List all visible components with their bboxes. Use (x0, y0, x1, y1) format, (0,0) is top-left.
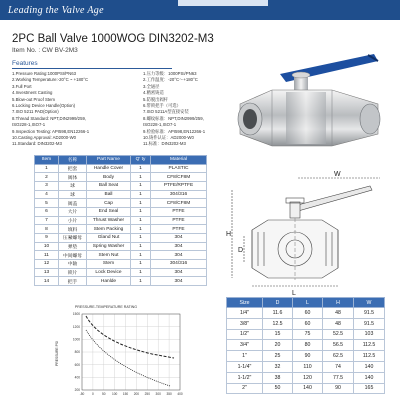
feature-item: ISO228-1,ISO7-1 (12, 122, 46, 128)
parts-row (35, 173, 207, 182)
dims-row-cell: 38 (263, 372, 293, 383)
chart-x-tick: 0 (91, 392, 94, 396)
parts-row-cell: End Seal (87, 207, 131, 216)
dims-row-cell: 60 (293, 308, 323, 319)
product-title: 2PC Ball Valve 1000WOG DIN3202-M3 (12, 33, 214, 45)
dims-row-cell: 32 (263, 361, 293, 372)
parts-row-cell: Lock Device (87, 268, 131, 277)
parts-row-cell: 把套 (59, 164, 87, 173)
features-divider (12, 68, 172, 69)
chart-x-tick: 300 (155, 392, 161, 396)
parts-row (35, 260, 207, 269)
parts-row-cell: Handle Cover (87, 164, 131, 173)
feature-item: 7.ISO 5211 PAD(Option) (12, 109, 59, 115)
drawing-label-w: W (334, 171, 341, 178)
chart-y-label: PRESSURE PSI (55, 340, 59, 366)
parts-row-cell: 11 (35, 251, 59, 260)
feature-item: 6.带锁把手（可选） (143, 102, 181, 108)
parts-row (35, 268, 207, 277)
features-heading: Features (12, 60, 38, 67)
valve-product-photo (228, 46, 396, 154)
parts-row-cell: Cap (87, 199, 131, 208)
features-list-chinese (143, 71, 225, 148)
parts-row-cell: 中轴 (59, 260, 87, 269)
chart-x-tick: 150 (122, 392, 129, 396)
dims-row-cell: 112.5 (354, 340, 385, 351)
dims-row (227, 361, 385, 372)
parts-row-cell: 8 (35, 225, 59, 234)
dims-row (227, 383, 385, 394)
dims-row-cell: 25 (263, 351, 293, 362)
parts-table (34, 155, 207, 286)
feature-item: 10.Casting Approval: AD2000-W0 (12, 134, 77, 140)
feature-item: 2.工作温度：-20°C～+180°C (143, 77, 198, 83)
parts-row-cell: 1 (131, 199, 151, 208)
dims-row (227, 308, 385, 319)
chart-x-tick: 100 (112, 392, 118, 396)
feature-item: 6.Locking Device Handle(Option) (12, 102, 76, 108)
parts-row-cell: 13 (35, 268, 59, 277)
parts-row-cell: PTFE (151, 207, 207, 216)
dims-row-cell: 1/2" (227, 329, 263, 340)
dims-row-cell: 60 (293, 318, 323, 329)
dims-header-cell: W (354, 298, 385, 308)
chart-y-tick: 400 (74, 375, 80, 380)
parts-row (35, 199, 207, 208)
parts-row (35, 242, 207, 251)
feature-item: 4.Investment Casting (12, 90, 53, 96)
parts-row-cell: 球 (59, 181, 87, 190)
feature-item: 8.Thread Standard: NPT,DIN2999/259, (12, 115, 87, 121)
parts-row-cell: 1 (131, 216, 151, 225)
header-bar (0, 0, 400, 20)
dims-row-cell: 90 (323, 383, 354, 394)
parts-row-cell: 1 (131, 242, 151, 251)
parts-row-cell: 2 (35, 173, 59, 182)
dims-row-cell: 15 (263, 329, 293, 340)
chart-x-tick: -50 (79, 392, 85, 396)
dims-header-cell: Size (227, 298, 263, 308)
parts-row (35, 190, 207, 199)
parts-row-cell: 12 (35, 260, 59, 269)
dims-row-cell: 90 (293, 351, 323, 362)
parts-row-cell: 304 (151, 234, 207, 243)
parts-header-cell: 名称 (59, 156, 87, 165)
dims-row-cell: 1-1/2" (227, 372, 263, 383)
brand-tagline: Leading the Valve Age (8, 5, 104, 16)
parts-row-cell: CF8/CF8M (151, 173, 207, 182)
feature-item: 3.Full Port (12, 83, 32, 89)
logo-strip (178, 0, 268, 6)
dims-row-cell: 48 (323, 308, 354, 319)
parts-row (35, 234, 207, 243)
parts-header-row (35, 156, 207, 165)
parts-row-cell: 10 (35, 242, 59, 251)
chart-y-tick: 1000 (72, 337, 80, 342)
chart-x-tick: 400 (177, 392, 183, 396)
parts-row-cell: 压紧螺母 (59, 234, 87, 243)
dims-row-cell: 3/4" (227, 340, 263, 351)
feature-item: 11.标准：DIN3202-M3 (143, 141, 186, 147)
parts-row-cell: 阀体 (59, 173, 87, 182)
parts-row-cell: 1 (131, 164, 151, 173)
parts-row-cell: 14 (35, 277, 59, 286)
parts-row-cell: 弹垫 (59, 242, 87, 251)
dims-row-cell: 140 (354, 361, 385, 372)
parts-row (35, 277, 207, 286)
dims-row-cell: 120 (293, 372, 323, 383)
feature-item: 5.Blow-out Proof Stem (12, 96, 55, 102)
feature-item: 7.ISO 5211A型直接安装 (143, 109, 189, 115)
dims-row-cell: 48 (323, 318, 354, 329)
parts-row-cell: 1 (131, 181, 151, 190)
parts-row-cell: 304 (151, 277, 207, 286)
dims-row-cell: 62.5 (323, 351, 354, 362)
parts-row-cell: 1 (131, 190, 151, 199)
dims-row-cell: 1-1/4" (227, 361, 263, 372)
parts-row-cell: 1 (131, 277, 151, 286)
parts-row-cell: Gland Nut (87, 234, 131, 243)
dims-header-cell: H (323, 298, 354, 308)
parts-row-cell: 球 (59, 190, 87, 199)
parts-header-cell: Material (151, 156, 207, 165)
chart-y-tick: 1200 (72, 324, 80, 329)
parts-row (35, 251, 207, 260)
dims-row-cell: 3/8" (227, 318, 263, 329)
parts-row-cell: 填料 (59, 225, 87, 234)
dims-row-cell: 140 (354, 372, 385, 383)
feature-item: 11.Standard: DIN3202-M3 (12, 141, 62, 147)
dims-row-cell: 2" (227, 383, 263, 394)
parts-row-cell: 9 (35, 234, 59, 243)
dims-row-cell: 91.5 (354, 318, 385, 329)
parts-row-cell: 1 (131, 173, 151, 182)
feature-item: 4.精密铸造 (143, 90, 164, 96)
features-list-english (12, 71, 140, 148)
parts-row-cell: 中间螺母 (59, 251, 87, 260)
chart-curve-ptfe (86, 316, 174, 358)
feature-item: 9.检验标准：API598,EN12266-1 (143, 128, 206, 134)
feature-item: 1.Pressure Rating:1000PSI/PN63 (12, 71, 77, 76)
dims-header-cell: D (263, 298, 293, 308)
parts-row-cell: 304 (151, 242, 207, 251)
dims-row-cell: 80 (293, 340, 323, 351)
dims-row-cell: 112.5 (354, 351, 385, 362)
parts-row-cell: 1 (131, 268, 151, 277)
parts-row-cell: 1 (131, 251, 151, 260)
parts-header-cell: Item (35, 156, 59, 165)
feature-item: 2.Working Temperature:-20°C ~ +180°C (12, 77, 89, 83)
parts-row-cell: 小片 (59, 216, 87, 225)
feature-item: 3.全通径 (143, 83, 160, 89)
parts-row-cell: 304 (151, 251, 207, 260)
dimensions-table (226, 297, 385, 394)
dims-row (227, 318, 385, 329)
parts-row-cell: CF8/CF8M (151, 199, 207, 208)
parts-row-cell: 304/316 (151, 190, 207, 199)
parts-row-cell: PTFE (151, 216, 207, 225)
dims-row-cell: 140 (293, 383, 323, 394)
parts-row-cell: Thrust Washer (87, 216, 131, 225)
dims-row-cell: 1" (227, 351, 263, 362)
parts-row-cell: 3 (35, 181, 59, 190)
feature-item: 8.螺纹标准：NPT,DIN2999/259, (143, 115, 204, 121)
dims-row-cell: 91.5 (354, 308, 385, 319)
parts-row-cell: 6 (35, 207, 59, 216)
parts-row-cell: 304 (151, 268, 207, 277)
dims-row-cell: 20 (263, 340, 293, 351)
dims-row-cell: 165 (354, 383, 385, 394)
drawing-label-l: L (292, 290, 296, 297)
drawing-label-h: H (226, 231, 232, 238)
parts-row-cell: Stem Nut (87, 251, 131, 260)
dims-row (227, 329, 385, 340)
dims-row-cell: 75 (293, 329, 323, 340)
dims-row (227, 372, 385, 383)
chart-y-tick: 600 (74, 362, 80, 367)
parts-row-cell: Body (87, 173, 131, 182)
parts-row (35, 207, 207, 216)
parts-row-cell: Stem (87, 260, 131, 269)
parts-row-cell: 4 (35, 190, 59, 199)
parts-header-cell: Q' ty (131, 156, 151, 165)
parts-row-cell: Ball (87, 190, 131, 199)
dims-row-cell: 110 (293, 361, 323, 372)
parts-row (35, 225, 207, 234)
parts-row-cell: 大片 (59, 207, 87, 216)
feature-item: 1.压力等级：1000PSI/PN63 (143, 71, 197, 76)
parts-row (35, 164, 207, 173)
valve-dimension-drawing (212, 168, 392, 300)
dims-row (227, 340, 385, 351)
dims-row-cell: 74 (323, 361, 354, 372)
dims-row-cell: 12.5 (263, 318, 293, 329)
chart-title: PRESSURE-TEMPERATURE RATING (74, 305, 138, 309)
parts-row-cell: Spring Washer (87, 242, 131, 251)
parts-row-cell: 1 (131, 225, 151, 234)
dims-row (227, 351, 385, 362)
parts-row-cell: 5 (35, 199, 59, 208)
parts-row-cell: 1 (131, 207, 151, 216)
parts-row-cell: 锁片 (59, 268, 87, 277)
dims-header-cell: L (293, 298, 323, 308)
parts-row-cell: Ball Seat (87, 181, 131, 190)
feature-item: 9.Inspection Testing: API598,EN12266-1 (12, 128, 90, 134)
dims-row-cell: 11.6 (263, 308, 293, 319)
parts-row (35, 216, 207, 225)
chart-x-tick: 350 (166, 392, 172, 396)
parts-row-cell: 7 (35, 216, 59, 225)
dims-header-row (227, 298, 385, 308)
chart-y-tick: 1500 (72, 312, 80, 317)
parts-row-cell: 304/316 (151, 260, 207, 269)
parts-row-cell: 1 (131, 234, 151, 243)
parts-row-cell: PTFE (151, 225, 207, 234)
parts-header-cell: Part Name (87, 156, 131, 165)
dims-row-cell: 50 (263, 383, 293, 394)
parts-row-cell: PLASTIC (151, 164, 207, 173)
parts-row-cell: Hanlde (87, 277, 131, 286)
dims-row-cell: 77.5 (323, 372, 354, 383)
parts-row-cell: Stem Packing (87, 225, 131, 234)
feature-item: 10.铸件认证：AD2000-W0 (143, 134, 194, 140)
parts-row-cell: 把手 (59, 277, 87, 286)
parts-row-cell: 阀盖 (59, 199, 87, 208)
parts-row-cell: 1 (131, 260, 151, 269)
chart-x-tick: 50 (102, 392, 106, 396)
feature-item: ISO228-1,ISO7-1 (143, 122, 177, 128)
chart-y-tick: 800 (74, 350, 80, 355)
chart-x-tick: 250 (144, 392, 150, 396)
drawing-label-d: D (238, 247, 244, 254)
dims-row-cell: 103 (354, 329, 385, 340)
parts-row (35, 181, 207, 190)
dims-row-cell: 52.5 (323, 329, 354, 340)
chart-x-tick: 200 (133, 392, 140, 396)
parts-row-cell: PTFE/RPTFE (151, 181, 207, 190)
chart-y-tick: 200 (74, 388, 80, 393)
pressure-temperature-chart (52, 300, 192, 400)
dims-row-cell: 1/4" (227, 308, 263, 319)
feature-item: 5.防脱出阀杆 (143, 96, 169, 102)
parts-row-cell: 1 (35, 164, 59, 173)
item-number: Item No. : CW BV-2M3 (12, 47, 78, 54)
dims-row-cell: 56.5 (323, 340, 354, 351)
chart-curve-rptfe (86, 330, 170, 386)
